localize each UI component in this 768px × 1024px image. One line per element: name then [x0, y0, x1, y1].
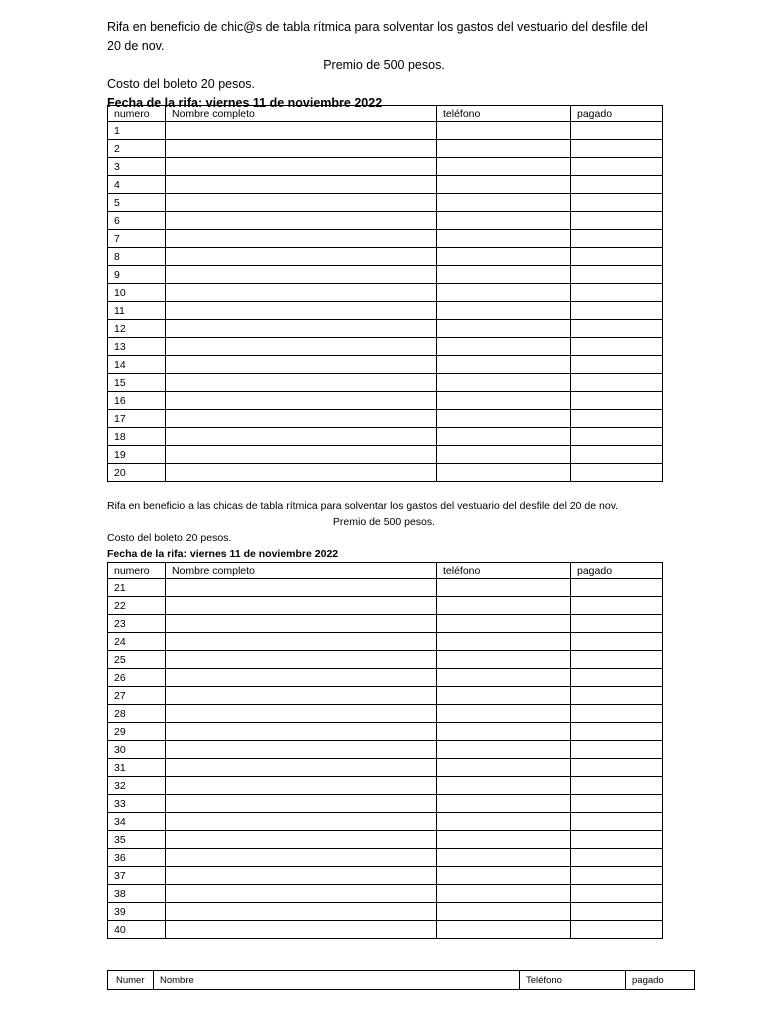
row-number: 8	[108, 248, 166, 266]
phone-cell[interactable]	[437, 122, 571, 140]
name-cell[interactable]	[166, 428, 437, 446]
table-row	[108, 651, 663, 669]
phone-cell[interactable]	[437, 795, 571, 813]
name-cell[interactable]	[166, 759, 437, 777]
name-cell[interactable]	[166, 248, 437, 266]
paid-cell[interactable]	[571, 140, 663, 158]
paid-cell[interactable]	[571, 813, 663, 831]
paid-cell[interactable]	[571, 302, 663, 320]
table-row	[108, 158, 663, 176]
row-number: 15	[108, 374, 166, 392]
name-cell[interactable]	[166, 122, 437, 140]
paid-cell[interactable]	[571, 885, 663, 903]
paid-cell[interactable]	[571, 723, 663, 741]
table-row	[108, 176, 663, 194]
row-number: 20	[108, 464, 166, 482]
phone-cell[interactable]	[437, 705, 571, 723]
ticket-cost-text: Costo del boleto 20 pesos.	[107, 532, 232, 544]
name-cell[interactable]	[166, 356, 437, 374]
phone-cell[interactable]	[437, 813, 571, 831]
raffle-table-1	[107, 105, 663, 482]
table-row	[108, 194, 663, 212]
row-number: 39	[108, 903, 166, 921]
table-row	[108, 687, 663, 705]
name-cell[interactable]	[166, 597, 437, 615]
name-cell[interactable]	[166, 284, 437, 302]
phone-cell[interactable]	[437, 579, 571, 597]
paid-cell[interactable]	[571, 446, 663, 464]
header-numero: numero	[108, 106, 166, 122]
phone-cell[interactable]	[437, 338, 571, 356]
table-row	[108, 428, 663, 446]
paid-cell[interactable]	[571, 579, 663, 597]
raffle-title: Rifa en beneficio a las chicas de tabla rítmica para solventar los gastos del vestuario del desfile del 20 de nov.	[107, 500, 619, 512]
row-number: 23	[108, 615, 166, 633]
phone-cell[interactable]	[437, 356, 571, 374]
table-row	[108, 795, 663, 813]
name-cell[interactable]	[166, 669, 437, 687]
name-cell[interactable]	[166, 867, 437, 885]
row-number: 11	[108, 302, 166, 320]
paid-cell[interactable]	[571, 464, 663, 482]
row-number: 18	[108, 428, 166, 446]
paid-cell[interactable]	[571, 597, 663, 615]
name-cell[interactable]	[166, 903, 437, 921]
row-number: 27	[108, 687, 166, 705]
phone-cell[interactable]	[437, 867, 571, 885]
phone-cell[interactable]	[437, 374, 571, 392]
row-number: 19	[108, 446, 166, 464]
row-number: 24	[108, 633, 166, 651]
table-header-row	[108, 563, 663, 579]
paid-cell[interactable]	[571, 615, 663, 633]
phone-cell[interactable]	[437, 723, 571, 741]
table-row	[108, 723, 663, 741]
raffle-title-line-2: 20 de nov.	[107, 39, 165, 53]
paid-cell[interactable]	[571, 320, 663, 338]
header-telefono: teléfono	[437, 106, 571, 122]
phone-cell[interactable]	[437, 687, 571, 705]
raffle-date-text: Fecha de la rifa: viernes 11 de noviembre 2022	[107, 548, 339, 560]
row-number: 32	[108, 777, 166, 795]
row-number: 26	[108, 669, 166, 687]
phone-cell[interactable]	[437, 158, 571, 176]
row-number: 3	[108, 158, 166, 176]
row-number: 29	[108, 723, 166, 741]
row-number: 38	[108, 885, 166, 903]
table-row	[108, 885, 663, 903]
row-number: 4	[108, 176, 166, 194]
name-cell[interactable]	[166, 633, 437, 651]
phone-cell[interactable]	[437, 615, 571, 633]
row-number: 13	[108, 338, 166, 356]
table-row	[108, 921, 663, 939]
phone-cell[interactable]	[437, 777, 571, 795]
paid-cell[interactable]	[571, 831, 663, 849]
phone-cell[interactable]	[437, 831, 571, 849]
table-row	[108, 464, 663, 482]
row-number: 28	[108, 705, 166, 723]
table-row	[108, 446, 663, 464]
header-nombre: Nombre	[154, 971, 520, 990]
table-row	[108, 266, 663, 284]
phone-cell[interactable]	[437, 320, 571, 338]
paid-cell[interactable]	[571, 867, 663, 885]
paid-cell[interactable]	[571, 122, 663, 140]
name-cell[interactable]	[166, 338, 437, 356]
table-row	[108, 230, 663, 248]
table-header-row	[108, 971, 695, 990]
table-row	[108, 302, 663, 320]
raffle-date-text: Fecha de la rifa: viernes 11 de noviembre 2022	[107, 96, 383, 110]
name-cell[interactable]	[166, 302, 437, 320]
row-number: 2	[108, 140, 166, 158]
table-row	[108, 392, 663, 410]
name-cell[interactable]	[166, 374, 437, 392]
table-row	[108, 320, 663, 338]
paid-cell[interactable]	[571, 633, 663, 651]
row-number: 22	[108, 597, 166, 615]
row-number: 40	[108, 921, 166, 939]
table-row	[108, 669, 663, 687]
row-number: 31	[108, 759, 166, 777]
paid-cell[interactable]	[571, 428, 663, 446]
table-row	[108, 140, 663, 158]
raffle-header-1	[107, 18, 667, 113]
paid-cell[interactable]	[571, 410, 663, 428]
name-cell[interactable]	[166, 795, 437, 813]
raffle-title-line-1: Rifa en beneficio de chic@s de tabla rítmica para solventar los gastos del vestuario del desfile del	[107, 20, 648, 34]
name-cell[interactable]	[166, 194, 437, 212]
header-telefono: teléfono	[437, 563, 571, 579]
paid-cell[interactable]	[571, 266, 663, 284]
header-telefono: Teléfono	[520, 971, 626, 990]
phone-cell[interactable]	[437, 759, 571, 777]
phone-cell[interactable]	[437, 651, 571, 669]
row-number: 9	[108, 266, 166, 284]
table-row	[108, 374, 663, 392]
paid-cell[interactable]	[571, 687, 663, 705]
ticket-cost-text: Costo del boleto 20 pesos.	[107, 77, 256, 91]
table-row	[108, 338, 663, 356]
phone-cell[interactable]	[437, 741, 571, 759]
phone-cell[interactable]	[437, 140, 571, 158]
header-pagado: pagado	[571, 106, 663, 122]
paid-cell[interactable]	[571, 194, 663, 212]
row-number: 16	[108, 392, 166, 410]
table-row	[108, 633, 663, 651]
table-row	[108, 777, 663, 795]
phone-cell[interactable]	[437, 885, 571, 903]
paid-cell[interactable]	[571, 212, 663, 230]
paid-cell[interactable]	[571, 176, 663, 194]
row-number: 21	[108, 579, 166, 597]
paid-cell[interactable]	[571, 795, 663, 813]
phone-cell[interactable]	[437, 392, 571, 410]
paid-cell[interactable]	[571, 230, 663, 248]
row-number: 30	[108, 741, 166, 759]
row-number: 36	[108, 849, 166, 867]
row-number: 12	[108, 320, 166, 338]
table-row	[108, 410, 663, 428]
paid-cell[interactable]	[571, 284, 663, 302]
name-cell[interactable]	[166, 831, 437, 849]
name-cell[interactable]	[166, 615, 437, 633]
paid-cell[interactable]	[571, 338, 663, 356]
paid-cell[interactable]	[571, 741, 663, 759]
name-cell[interactable]	[166, 320, 437, 338]
table-row	[108, 759, 663, 777]
name-cell[interactable]	[166, 410, 437, 428]
row-number: 33	[108, 795, 166, 813]
row-number: 10	[108, 284, 166, 302]
table-row	[108, 248, 663, 266]
phone-cell[interactable]	[437, 446, 571, 464]
phone-cell[interactable]	[437, 194, 571, 212]
row-number: 6	[108, 212, 166, 230]
paid-cell[interactable]	[571, 392, 663, 410]
name-cell[interactable]	[166, 464, 437, 482]
name-cell[interactable]	[166, 705, 437, 723]
table-row	[108, 813, 663, 831]
phone-cell[interactable]	[437, 266, 571, 284]
raffle-header-2	[107, 498, 667, 562]
row-number: 17	[108, 410, 166, 428]
table-row	[108, 849, 663, 867]
header-pagado: pagado	[571, 563, 663, 579]
phone-cell[interactable]	[437, 302, 571, 320]
phone-cell[interactable]	[437, 230, 571, 248]
phone-cell[interactable]	[437, 212, 571, 230]
name-cell[interactable]	[166, 230, 437, 248]
table-row	[108, 212, 663, 230]
name-cell[interactable]	[166, 392, 437, 410]
phone-cell[interactable]	[437, 464, 571, 482]
table-row	[108, 903, 663, 921]
name-cell[interactable]	[166, 777, 437, 795]
phone-cell[interactable]	[437, 410, 571, 428]
table-header-row	[108, 106, 663, 122]
name-cell[interactable]	[166, 140, 437, 158]
header-nombre: Nombre completo	[166, 106, 437, 122]
name-cell[interactable]	[166, 158, 437, 176]
table-row	[108, 579, 663, 597]
phone-cell[interactable]	[437, 597, 571, 615]
name-cell[interactable]	[166, 813, 437, 831]
name-cell[interactable]	[166, 446, 437, 464]
phone-cell[interactable]	[437, 669, 571, 687]
name-cell[interactable]	[166, 266, 437, 284]
row-number: 5	[108, 194, 166, 212]
paid-cell[interactable]	[571, 374, 663, 392]
table-row	[108, 122, 663, 140]
paid-cell[interactable]	[571, 759, 663, 777]
name-cell[interactable]	[166, 651, 437, 669]
name-cell[interactable]	[166, 176, 437, 194]
table-row	[108, 831, 663, 849]
prize-text: Premio de 500 pesos.	[332, 516, 436, 528]
phone-cell[interactable]	[437, 633, 571, 651]
phone-cell[interactable]	[437, 903, 571, 921]
row-number: 34	[108, 813, 166, 831]
row-number: 35	[108, 831, 166, 849]
row-number: 7	[108, 230, 166, 248]
name-cell[interactable]	[166, 885, 437, 903]
paid-cell[interactable]	[571, 849, 663, 867]
row-number: 25	[108, 651, 166, 669]
paid-cell[interactable]	[571, 158, 663, 176]
row-number: 37	[108, 867, 166, 885]
raffle-table-3	[107, 970, 695, 990]
raffle-table-2	[107, 562, 663, 939]
prize-text: Premio de 500 pesos.	[323, 58, 445, 72]
table-row	[108, 356, 663, 374]
paid-cell[interactable]	[571, 651, 663, 669]
phone-cell[interactable]	[437, 176, 571, 194]
paid-cell[interactable]	[571, 248, 663, 266]
header-pagado: pagado	[626, 971, 695, 990]
name-cell[interactable]	[166, 723, 437, 741]
name-cell[interactable]	[166, 741, 437, 759]
table-row	[108, 615, 663, 633]
row-number: 14	[108, 356, 166, 374]
paid-cell[interactable]	[571, 705, 663, 723]
row-number: 1	[108, 122, 166, 140]
name-cell[interactable]	[166, 921, 437, 939]
header-numero: numero	[108, 563, 166, 579]
header-nombre: Nombre completo	[166, 563, 437, 579]
phone-cell[interactable]	[437, 284, 571, 302]
name-cell[interactable]	[166, 579, 437, 597]
phone-cell[interactable]	[437, 428, 571, 446]
name-cell[interactable]	[166, 212, 437, 230]
paid-cell[interactable]	[571, 777, 663, 795]
table-row	[108, 705, 663, 723]
paid-cell[interactable]	[571, 921, 663, 939]
table-row	[108, 284, 663, 302]
table-row	[108, 741, 663, 759]
name-cell[interactable]	[166, 849, 437, 867]
phone-cell[interactable]	[437, 248, 571, 266]
phone-cell[interactable]	[437, 849, 571, 867]
header-numero: Numer	[108, 971, 154, 990]
paid-cell[interactable]	[571, 356, 663, 374]
table-row	[108, 597, 663, 615]
paid-cell[interactable]	[571, 669, 663, 687]
table-row	[108, 867, 663, 885]
name-cell[interactable]	[166, 687, 437, 705]
phone-cell[interactable]	[437, 921, 571, 939]
paid-cell[interactable]	[571, 903, 663, 921]
